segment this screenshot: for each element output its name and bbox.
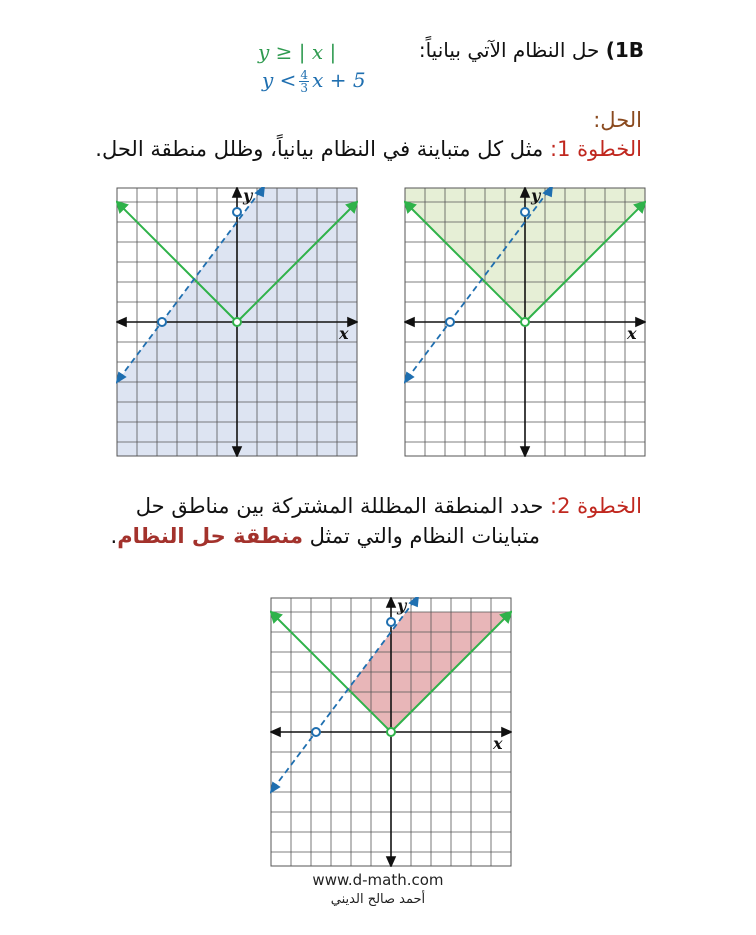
step2-label: الخطوة 2:	[550, 494, 642, 518]
vertex-point	[233, 318, 241, 326]
vertex-point	[521, 318, 529, 326]
y-axis-label: y	[397, 597, 407, 615]
question-text: حل النظام الآتي بيانياً:	[418, 38, 600, 62]
y-axis-label: y	[243, 187, 253, 205]
footer-author: أحمد صالح الديني	[330, 892, 426, 907]
step2-line2	[111, 524, 541, 548]
step2-body-line2: متباينات النظام والتي تمثل	[309, 524, 540, 548]
step2-line1	[136, 494, 642, 518]
y-intercept-point	[521, 208, 529, 216]
inequality-2-lhs: y <	[262, 68, 297, 92]
vertex-point	[387, 728, 395, 736]
step2-period: .	[110, 524, 118, 548]
question-number: 1B)	[605, 38, 644, 62]
x-axis-label: x	[627, 324, 637, 343]
graph-step2	[270, 597, 512, 867]
y-axis-label: y	[531, 187, 541, 205]
y-intercept-point	[233, 208, 241, 216]
step2-body-line1: حدد المنطقة المظللة المشتركة بين مناطق حل	[135, 494, 544, 518]
footer-url[interactable]: www.d-math.com	[312, 871, 444, 889]
solution-label: الحل:	[593, 108, 642, 132]
question-line	[419, 38, 644, 62]
step1-text	[95, 137, 642, 161]
graph-step1-left	[116, 187, 358, 457]
step1-body: مثل كل متباينة في النظام بيانياً، وظلل منطقة الحل.	[95, 137, 544, 161]
inequality-2	[262, 68, 366, 94]
x-axis-label: x	[339, 324, 349, 343]
step1-label: الخطوة 1:	[550, 137, 642, 161]
inequality-1: y ≥ | x |	[258, 40, 337, 64]
x-intercept-point	[312, 728, 320, 736]
x-intercept-point	[158, 318, 166, 326]
x-axis-label: x	[493, 734, 503, 753]
inequality-2-fraction	[299, 69, 309, 94]
fraction-numerator: 4	[300, 68, 309, 82]
inequality-2-rhs: x + 5	[312, 68, 366, 92]
step2-highlight: منطقة حل النظام	[117, 524, 303, 548]
fraction-denominator: 3	[300, 81, 309, 95]
x-intercept-point	[446, 318, 454, 326]
graph-step1-right	[404, 187, 646, 457]
y-intercept-point	[387, 618, 395, 626]
